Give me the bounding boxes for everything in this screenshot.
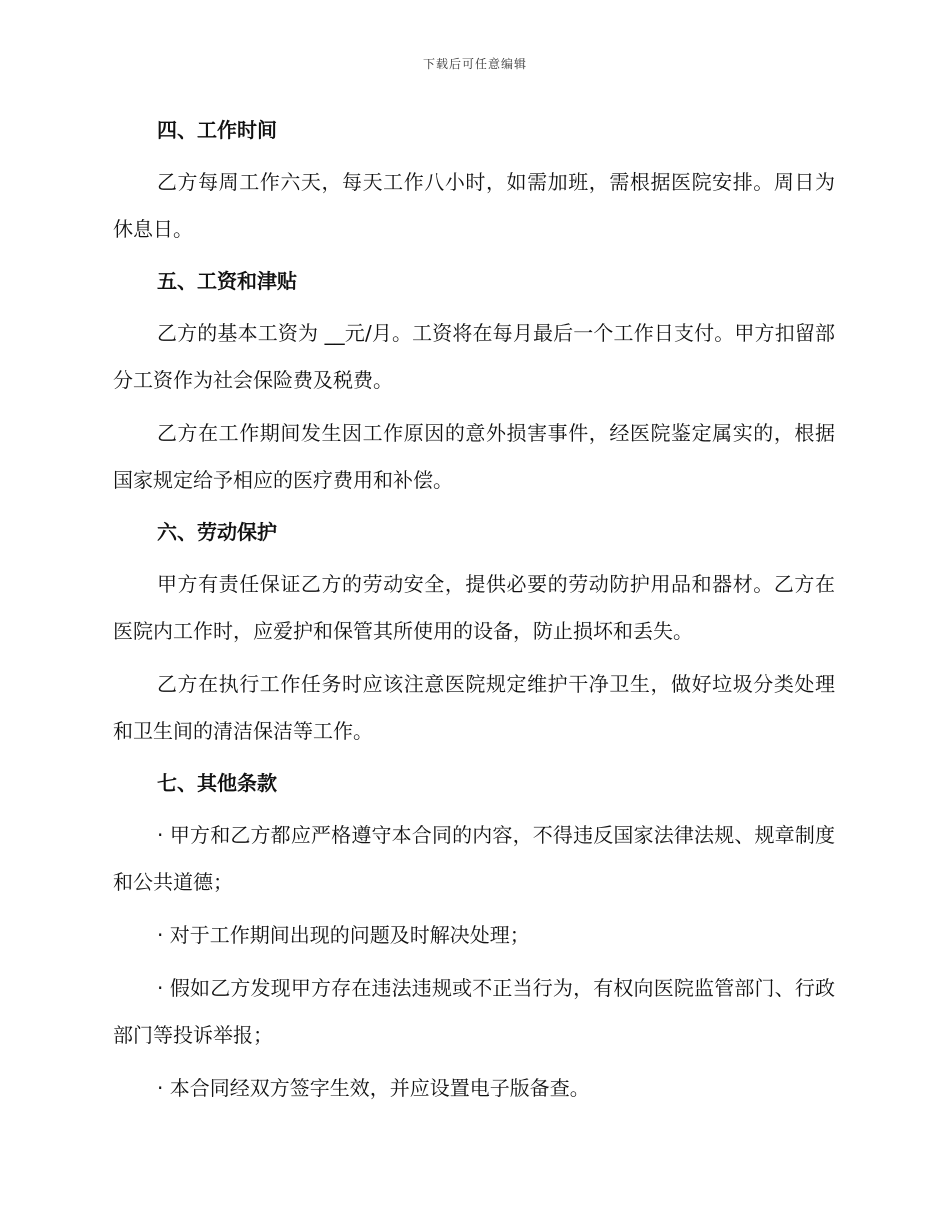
list-item: · 假如乙方发现甲方存在违法违规或不正当行为，有权向医院监管部门、行政部门等投诉举报； [113,976,835,1047]
paragraph: 乙方的基本工资为 __元/月。工资将在每月最后一个工作日支付。甲方扣留部分工资作为社会保险费及税费。 [113,321,835,392]
paragraph: 乙方在工作期间发生因工作原因的意外损害事件，经医院鉴定属实的，根据国家规定给予相应的医疗费用和补偿。 [113,421,835,492]
page-header: 下载后可任意编辑 [422,57,527,71]
list-item: · 对于工作期间出现的问题及时解决处理； [157,923,530,947]
section-heading-wages: 五、工资和津贴 [157,269,297,293]
list-item: · 甲方和乙方都应严格遵守本合同的内容，不得违反国家法律法规、规章制度和公共道德； [113,823,835,894]
paragraph: 甲方有责任保证乙方的劳动安全，提供必要的劳动防护用品和器材。乙方在医院内工作时，应爱护和保管其所使用的设备，防止损坏和丢失。 [113,572,835,643]
section-heading-other-terms: 七、其他条款 [157,771,277,795]
list-item: · 本合同经双方签字生效，并应设置电子版备查。 [157,1076,590,1100]
section-heading-labor-protection: 六、劳动保护 [157,520,277,544]
paragraph: 乙方每周工作六天，每天工作八小时，如需加班，需根据医院安排。周日为休息日。 [113,170,835,241]
paragraph: 乙方在执行工作任务时应该注意医院规定维护干净卫生，做好垃圾分类处理和卫生间的清洁保洁等工作。 [113,672,835,743]
section-heading-work-hours: 四、工作时间 [157,118,277,142]
document-body [113,108,835,1118]
